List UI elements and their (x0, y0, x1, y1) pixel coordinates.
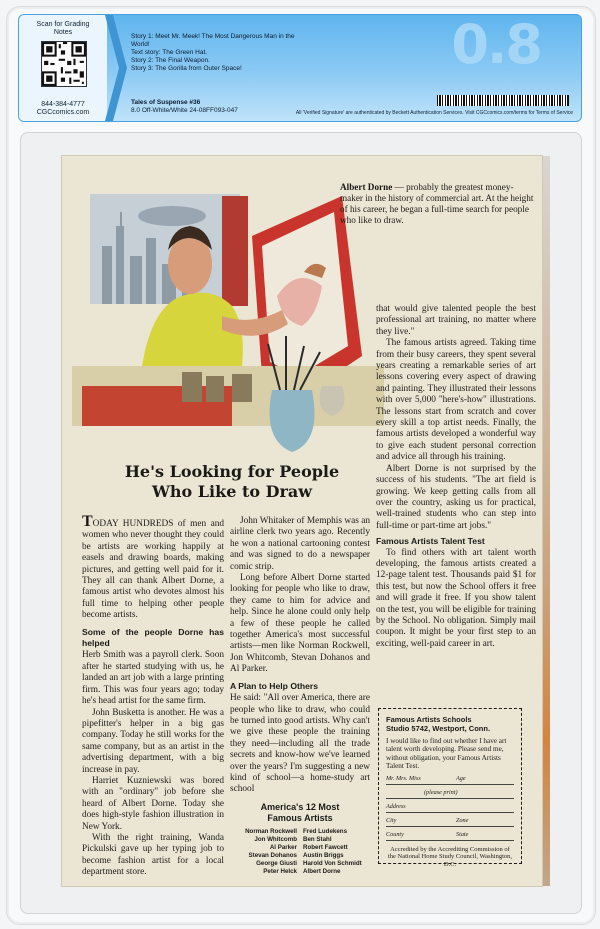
field-label: (please print) (424, 788, 458, 796)
artist-name: Peter Helck (263, 867, 297, 875)
accreditation-note: Accredited by the Accrediting Commission of the National Home Study Council, Washington, D.C. (387, 845, 513, 868)
field-label: Age (456, 774, 466, 782)
mail-coupon (378, 708, 522, 868)
field-label: Zone (456, 816, 469, 824)
ad-column-middle (230, 516, 370, 876)
qr-panel (19, 15, 107, 121)
ad-paragraph (82, 513, 224, 622)
drop-cap: T (82, 513, 93, 530)
story-line: Story 1: Meet Mr. Meek! The Most Dangerous Man in the World! (131, 33, 295, 48)
field-label: Mr. Mrs. Miss (386, 774, 421, 782)
ad-paragraph: He said: "All over America, there are people who like to draw, who could be turned into good artists. Why can't we give these people the training they need—including all the trade secrets and know-how we've learned over the years? I'm suggesting a new kind of school—a home-study art school (230, 693, 370, 795)
grade-watermark: 0.8 (451, 14, 541, 76)
city-field (386, 815, 514, 827)
subhead-people-helped: Some of the people Dorne has helped (82, 626, 224, 649)
artist-name: Ben Stahl (303, 835, 332, 843)
ad-paragraph: Long before Albert Dorne started looking for people who like to draw, they came to him for advice and help. Since he alone could only help a few of these people he called together America's most successful artists—men like Norman Rockwell, Jon Whitcomb, Stevan Dohanos and Al Parker. (230, 573, 370, 675)
ad-headline (92, 462, 372, 502)
paragraph-text: ODAY HUNDREDS of men and women who never thought they could be artists are working happily at easels and drawing boards, making pictures, and getting well paid for it. They all can thank Albert Dorne, a famous artist who devotes almost his full time to helping other people become artists. (82, 519, 224, 621)
story-line: Story 2: The Final Weapon. (131, 57, 210, 64)
cgc-grade-label (18, 14, 582, 122)
address-field (386, 801, 514, 813)
artist-name: Harold Von Schmidt (303, 859, 362, 867)
famous-artists-title (230, 802, 370, 824)
artist-name: Albert Dorne (303, 867, 341, 875)
story-list (131, 33, 301, 73)
ad-paragraph: The famous artists agreed. Taking time from their busy careers, they spent several years creating a remarkable series of art lessons covering every aspect of drawing and painting. They illustrated their lessons with over 5,000 "here's-how" illustrations. The lessons start from scratch and cover every skill a top artist needs. Finally, the famous artists developed a wonderful way to give each student personal correction and advice all through his training. (376, 338, 536, 463)
coupon-studio: Studio 5742, Westport, Conn. (386, 724, 491, 733)
artist-name: Austin Briggs (303, 851, 344, 859)
field-label: Address (386, 802, 406, 810)
artist-illustration (72, 176, 384, 466)
caption-name: Albert Dorne (340, 182, 393, 192)
story-line: Story 3: The Gorilla from Outer Space! (131, 65, 242, 72)
ad-paragraph: Herb Smith was a payroll clerk. Soon after he started studying with us, he landed an art job with a large printing firm. This was four years ago; today he's head artist for the same firm. (82, 650, 224, 707)
ad-paragraph: Albert Dorne is not surprised by the success of his students. "The art field is growing. We keep getting calls from all over the country, asking us for practical, well-trained students who can step into full-time or part-time art jobs." (376, 463, 536, 531)
field-label: City (386, 816, 397, 824)
artist-name: Norman Rockwell (245, 827, 297, 835)
artist-name: George Giusti (256, 859, 297, 867)
coupon-request: I would like to find out whether I have art talent worth developing. Please send me, without obligation, your Famous Artists Talent Test. (386, 737, 507, 771)
artist-name: Jon Whitcomb (254, 835, 297, 843)
barcode (437, 95, 569, 106)
legal-notice: All 'Verified Signature' are authenticated by Beckett Authentication Services. Visit CGCcomics.com/terms for Terms of Service (295, 110, 573, 116)
ad-paragraph: With the right training, Wanda Pickulski gave up her typing job to become fashion artist for a local department store. (82, 832, 224, 878)
subhead-plan: A Plan to Help Others (230, 680, 319, 691)
field-label: County (386, 830, 404, 838)
print-note (386, 787, 514, 799)
ad-paragraph: John Busketta is another. He was a pipefitter's helper in a big gas company. Today he still works for the same company, but as an artist in the advertising department, with a big increase in pay. (82, 707, 224, 775)
story-line: Text story: The Green Hat. (131, 49, 208, 56)
ad-paragraph: Harriet Kuzniewski was bored with an "ordinary" job before she heard of Albert Dorne. Today she does high-style fashion illustration in New York. (82, 775, 224, 832)
subhead-talent-test: Famous Artists Talent Test (376, 536, 485, 547)
artist-name: Robert Fawcett (303, 843, 348, 851)
ad-paragraph: To find others with art talent worth developing, the famous artists created a 12-page talent test. Thousands paid $1 for this test, but now the School offers it free and will grade it free. If you show talent on the test, you will be eligible for training by the School. No obligation. Simply mail coupon. It might be your first step to an exciting, well-paid career in art. (376, 547, 536, 649)
headline-line: Who Like to Draw (151, 482, 313, 501)
county-field (386, 829, 514, 841)
book-title: Tales of Suspense #36 (131, 99, 201, 106)
field-label: State (456, 830, 469, 838)
ad-column-left (82, 513, 224, 879)
famous-title-line: Famous Artists (267, 812, 333, 823)
name-field (386, 773, 514, 785)
qr-code-icon[interactable] (41, 41, 87, 87)
website-link[interactable]: CGCcomics.com (36, 109, 90, 116)
artist-name: Al Parker (269, 843, 297, 851)
chevron-divider-icon (105, 15, 129, 121)
scan-notes-text: Scan for Grading Notes (36, 21, 90, 36)
grade-line: 8.0 Off-White/White 24-08FF093-047 (131, 107, 238, 114)
phone-number: 844-384-4777 (41, 101, 85, 108)
contact-info (25, 101, 101, 117)
coupon-school: Famous Artists Schools (386, 715, 472, 724)
artist-name: Stevan Dohanos (248, 851, 297, 859)
comic-back-cover (62, 156, 542, 886)
artist-names-list (230, 828, 370, 876)
artist-name: Fred Ludekens (303, 827, 348, 835)
ad-column-right (376, 304, 536, 650)
ad-paragraph: John Whitaker of Memphis was an airline clerk two years ago. Recently he won a national cartooning contest and was signed to do a newspaper comic strip. (230, 516, 370, 572)
caption-text: — probably the greatest money-maker in the history of commercial art. At the height of his career, he began a full-time search for people who like to draw. (340, 182, 534, 225)
ad-paragraph: that would give talented people the best professional art training, no matter where they live." (376, 304, 536, 337)
ad-caption (340, 182, 536, 226)
headline-line: He's Looking for People (124, 462, 340, 481)
famous-title-line: America's 12 Most (260, 801, 340, 812)
